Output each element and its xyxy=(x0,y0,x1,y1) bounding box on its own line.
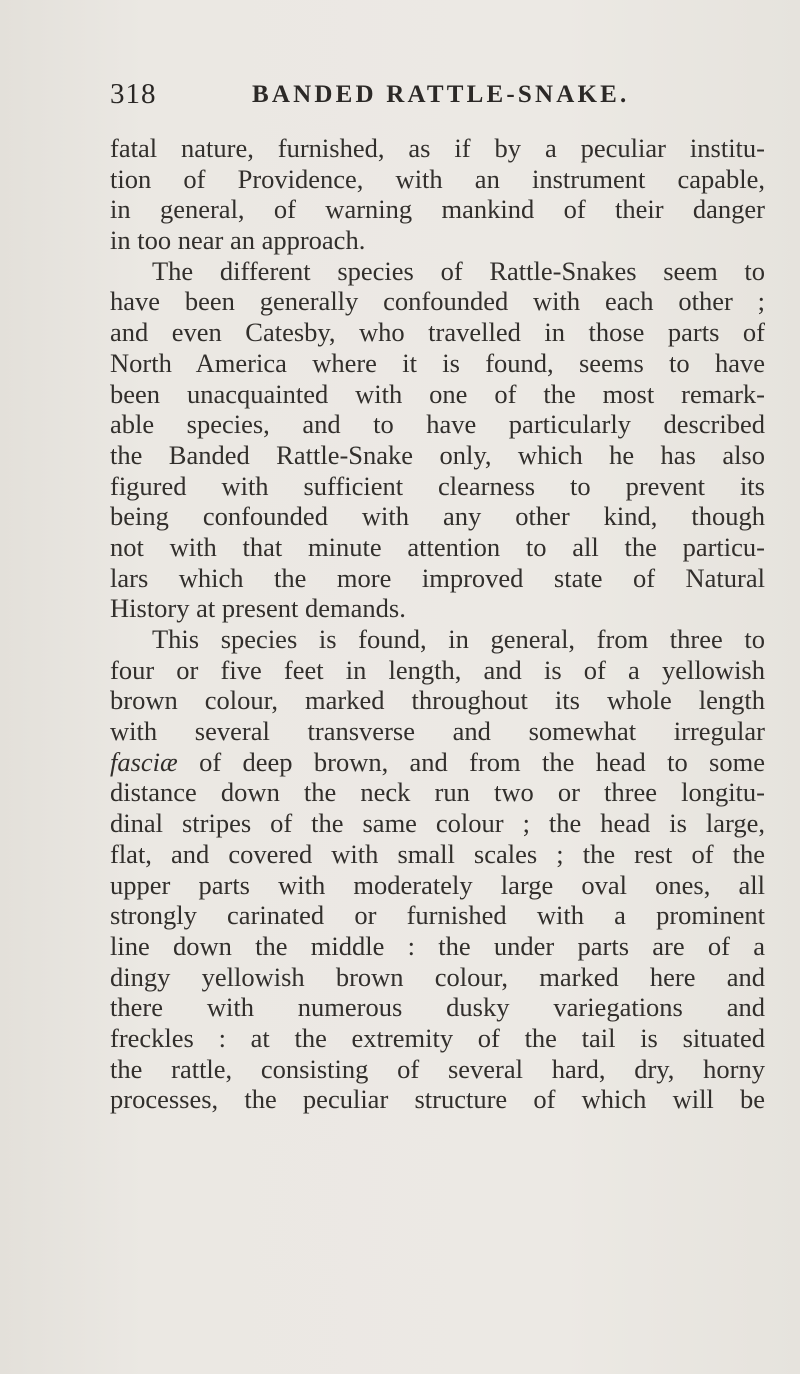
text-line: been unacquainted with one of the most remark- xyxy=(110,378,765,409)
text-line: fasciæ of deep brown, and from the head to some xyxy=(110,746,765,777)
text-line: dinal stripes of the same colour ; the head is large, xyxy=(110,808,765,839)
text-line: North America where it is found, seems to have xyxy=(110,347,765,378)
text-line: tion of Providence, with an instrument capable, xyxy=(110,163,765,194)
text-line: distance down the neck run two or three longitu- xyxy=(110,777,765,808)
text-line: upper parts with moderately large oval ones, all xyxy=(110,869,765,900)
text-line: four or five feet in length, and is of a yellowish xyxy=(110,654,765,685)
page-number: 318 xyxy=(110,78,157,110)
text-line: not with that minute attention to all the particu- xyxy=(110,531,765,562)
text-line: line down the middle : the under parts are of a xyxy=(110,930,765,961)
text-line: being confounded with any other kind, though xyxy=(110,501,765,532)
paragraph-start-line: The different species of Rattle-Snakes seem to xyxy=(152,255,765,286)
text-line: processes, the peculiar structure of which will be xyxy=(110,1084,765,1115)
italic-term: fasciæ xyxy=(110,746,178,777)
text-line: in too near an approach. xyxy=(110,225,366,256)
text-line: and even Catesby, who travelled in those parts of xyxy=(110,317,765,348)
text-line: brown colour, marked throughout its whole length xyxy=(110,685,765,716)
text-line: dingy yellowish brown colour, marked here and xyxy=(110,961,765,992)
text-line: in general, of warning mankind of their danger xyxy=(110,194,765,225)
text-line: strongly carinated or furnished with a prominent xyxy=(110,900,765,931)
running-head: BANDED RATTLE-SNAKE. xyxy=(252,81,630,108)
body-text xyxy=(110,133,765,1115)
text-line: have been generally confounded with each other ; xyxy=(110,286,765,317)
text-line: figured with sufficient clearness to prevent its xyxy=(110,470,765,501)
text-line: the rattle, consisting of several hard, dry, horny xyxy=(110,1053,765,1084)
text-line: fatal nature, furnished, as if by a peculiar institu- xyxy=(110,133,765,163)
text-line: able species, and to have particularly described xyxy=(110,409,765,440)
text-line: there with numerous dusky variegations and xyxy=(110,992,765,1023)
text-line: flat, and covered with small scales ; the rest of the xyxy=(110,838,765,869)
text-line: freckles : at the extremity of the tail is situated xyxy=(110,1022,765,1053)
text-line: with several transverse and somewhat irregular xyxy=(110,716,765,747)
text-line: lars which the more improved state of Natural xyxy=(110,562,765,593)
paragraph-start-line: This species is found, in general, from three to xyxy=(152,624,765,654)
text-line: History at present demands. xyxy=(110,593,406,624)
text-line: the Banded Rattle-Snake only, which he has also xyxy=(110,439,765,470)
page-header xyxy=(110,78,760,120)
